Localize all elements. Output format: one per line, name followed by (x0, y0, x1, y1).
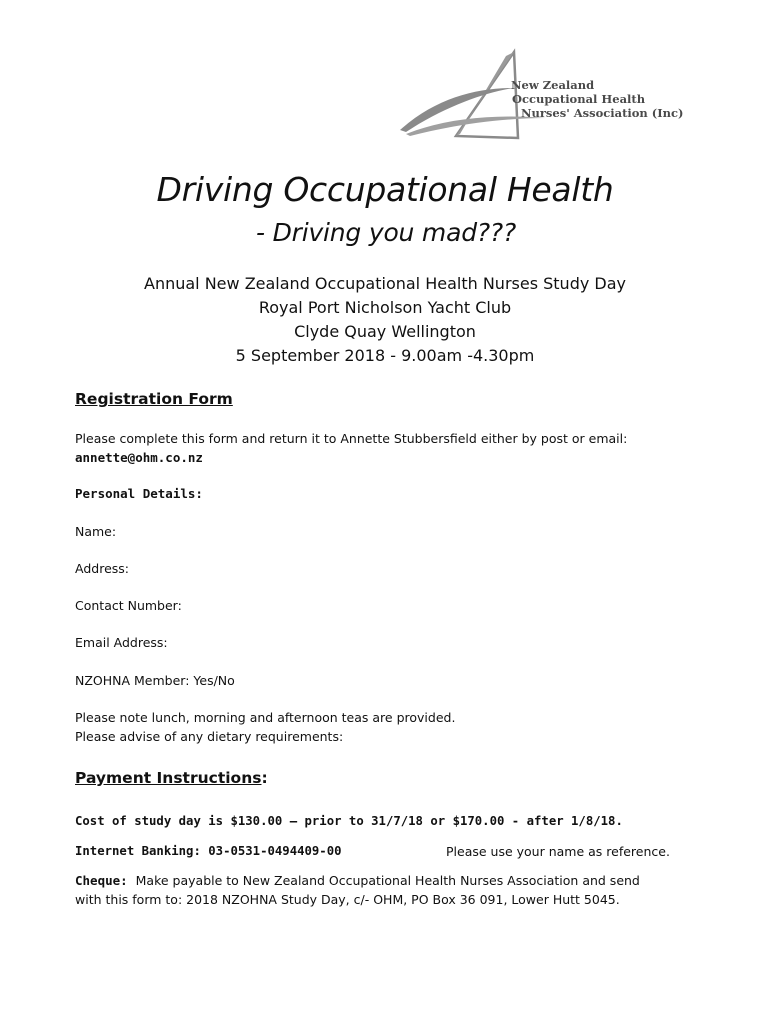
contact-email: annette@ohm.co.nz (75, 450, 203, 465)
event-location: Clyde Quay Wellington (294, 322, 476, 341)
contact-number-field-label: Contact Number: (75, 598, 182, 613)
nzohna-logo (396, 48, 686, 144)
cheque-label: Cheque: (75, 873, 128, 888)
payment-heading-text: Payment Instructions (75, 769, 262, 787)
event-info (0, 272, 770, 368)
page-title: Driving Occupational Health (156, 170, 614, 209)
logo-text (511, 78, 683, 120)
logo-line: New Zealand (511, 78, 595, 92)
event-venue: Royal Port Nicholson Yacht Club (258, 298, 512, 317)
page-subtitle: - Driving you mad??? (256, 218, 517, 247)
registration-intro: Please complete this form and return it to Annette Stubbersfield either by post or email: (75, 431, 628, 446)
address-field-label: Address: (75, 561, 129, 576)
email-field-label: Email Address: (75, 635, 168, 650)
cheque-line-1 (75, 871, 640, 890)
cost-line: Cost of study day is $130.00 – prior to 31/7/18 or $170.00 - after 1/8/18. (75, 814, 623, 828)
payment-heading-colon: : (261, 769, 268, 787)
banking-details: Internet Banking: 03-0531-0494409-00 (75, 844, 342, 858)
member-field-label: NZOHNA Member: Yes/No (75, 673, 235, 688)
logo-line: Occupational Health (512, 92, 646, 106)
event-name: Annual New Zealand Occupational Health Nurses Study Day (144, 274, 626, 293)
name-field-label: Name: (75, 524, 117, 539)
event-date: 5 September 2018 - 9.00am -4.30pm (235, 346, 535, 365)
dietary-note: Please advise of any dietary requirements: (75, 729, 344, 744)
banking-note: Please use your name as reference. (446, 844, 670, 859)
logo-line: Nurses' Association (Inc) (521, 106, 684, 120)
catering-note: Please note lunch, morning and afternoon teas are provided. (75, 710, 456, 725)
registration-heading: Registration Form (75, 390, 233, 408)
cheque-line-2: with this form to: 2018 NZOHNA Study Day, c/- OHM, PO Box 36 091, Lower Hutt 5045. (75, 892, 620, 907)
personal-details-label: Personal Details: (75, 486, 203, 501)
payment-heading (75, 768, 268, 788)
cheque-instructions: Make payable to New Zealand Occupational Health Nurses Association and send (135, 873, 640, 888)
